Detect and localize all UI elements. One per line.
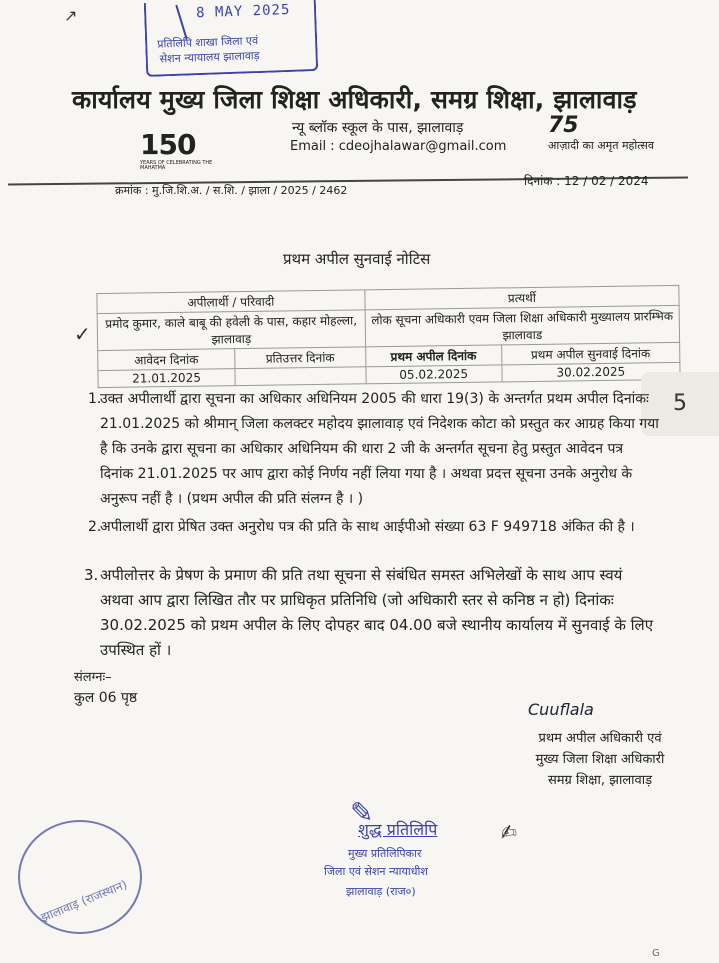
true-copy-line2: जिला एवं सेशन न्यायाधीश — [324, 865, 428, 878]
office-address: न्यू ब्लॉक स्कूल के पास, झालावाड़ — [292, 120, 464, 136]
hearing-date: 30.02.2025 — [502, 362, 681, 381]
page-count-badge[interactable]: 5 — [641, 372, 719, 436]
paragraph-3-text: अपीलोत्तर के प्रेषण के प्रमाण की प्रति तथा सूचना से संबंधित समस्त अभिलेखों के साथ आप स्वयं अथवा आप द्वारा लिखित तौर पर प्राधिकृत प्रतिनिधि (जो अधिकारी स्तर से कनिष्ठ न हो) दिनांकः 30.02.2025 को प्रथम अपील के लिए दोपहर बाद 04.00 बजे स्थानीय कार्यालय में सुनवाई के लिए उपस्थित हों । — [100, 566, 653, 659]
paragraph-1-number: 1. — [88, 391, 102, 407]
stamp-date: 8 MAY 2025 — [195, 1, 291, 22]
notice-title: प्रथम अपील सुनवाई नोटिस — [283, 250, 431, 268]
reply-date — [235, 367, 366, 386]
true-copy-line1: मुख्य प्रतिलिपिकार — [348, 847, 422, 860]
paragraph-3 — [84, 563, 660, 663]
reference-number: क्रमांक : मु.जि.शि.अ. / स.शि. / झाला / 2025 / 2462 — [115, 184, 348, 197]
court-seal-text: झालावाड़ (राजस्थान) — [38, 877, 130, 925]
signature-line1: प्रथम अपील अधिकारी एवं — [538, 731, 662, 746]
respondent-cell: लोक सूचना अधिकारी एवम जिला शिक्षा अधिकारी मुख्यालय प्रारम्भिक झालावाड — [365, 305, 680, 346]
logo-75: 75 — [548, 113, 579, 138]
true-copy-title: शुद्ध प्रतिलिपि — [358, 820, 438, 839]
received-stamp — [144, 0, 318, 77]
appeal-info-table — [96, 285, 680, 388]
true-copy-stamp — [318, 796, 488, 918]
checkmark-icon: ✓ — [74, 322, 91, 346]
application-date: 21.01.2025 — [98, 369, 235, 388]
header-application-date: आवेदन दिनांक — [98, 349, 235, 371]
stamp-line2: सेशन न्यायालय झालावाड़ — [159, 49, 260, 66]
enclosure-label: संलग्नः– — [74, 670, 112, 685]
pen-stroke — [175, 4, 191, 40]
office-title: कार्यालय मुख्य जिला शिक्षा अधिकारी, समग्र शिक्षा, झालावाड़ — [72, 85, 637, 114]
officer-signature: Cuuflala — [528, 700, 594, 719]
header-appeal-date: प्रथम अपील दिनांक — [365, 345, 501, 367]
paragraph-2-text: अपीलार्थी द्वारा प्रेषित उक्त अनुरोध पत्र की प्रति के साथ आईपीओ संख्या 63 F 949718 अंकित की है । — [100, 519, 635, 535]
paragraph-2-number: 2. — [88, 519, 102, 535]
logo-azadi-text: आज़ादी का अमृत महोत्सव — [548, 139, 654, 152]
header-reply-date: प्रतिउत्तर दिनांक — [235, 347, 366, 369]
office-email: Email : cdeojhalawar@gmail.com — [290, 139, 507, 154]
azadi-amrit-mahotsav-logo — [548, 113, 658, 157]
corner-mark: G — [652, 948, 660, 959]
gandhi-150-logo — [140, 128, 220, 174]
paragraph-1 — [88, 387, 660, 512]
pen-mark-icon: ↗ — [64, 6, 78, 25]
header-hearing-date: प्रथम अपील सुनवाई दिनांक — [501, 342, 680, 364]
enclosure-pages: कुल 06 पृष्ठ — [74, 690, 138, 706]
logo-150-sub: YEARS OF CELEBRATING THE MAHATMA — [140, 160, 213, 171]
signature-scrawl: ✎ — [350, 796, 374, 829]
stamp-line1: प्रतिलिपि शाखा जिला एवं — [156, 34, 259, 51]
signature-line2: मुख्य जिला शिक्षा अधिकारी — [535, 752, 665, 767]
paragraph-3-number: 3. — [84, 566, 99, 584]
logo-150-number: 150 — [140, 128, 196, 161]
paragraph-2 — [88, 515, 660, 540]
appellant-cell: प्रमोद कुमार, काले बाबू की हवेली के पास, कहार मोहल्ला, झालावाड़ — [97, 310, 365, 351]
signature-line3: समग्र शिक्षा, झालावाड़ — [547, 773, 653, 788]
court-seal — [18, 820, 142, 934]
handwritten-signature-right: ✍ — [498, 818, 519, 846]
signature-block — [505, 728, 695, 791]
paragraph-1-text: उक्त अपीलार्थी द्वारा सूचना का अधिकार अधिनियम 2005 की धारा 19(3) के अन्तर्गत प्रथम अपील दिनांकः 21.01.2025 को श्रीमान् जिला कलक्टर महोदय झालावाड़ एवं निदेशक कोटा को प्रस्तुत कर आग्रह किया गया है कि उनके द्वारा सूचना का अधिकार अधिनियम की धारा 2 जी के अन्तर्गत सूचना हेतु प्रस्तुत आवेदन पत्र दिनांक 21.01.2025 पर आप द्वारा कोई निर्णय नहीं लिया गया है । अथवा प्रदत्त सूचना उनके अनुरोध के अनुरूप नहीं है । (प्रथम अपील की प्रति संलग्न है । ) — [100, 391, 659, 507]
appeal-date: 05.02.2025 — [366, 365, 502, 384]
table-header-respondent: प्रत्यर्थी — [365, 285, 679, 309]
table-header-appellant: अपीलार्थी / परिवादी — [97, 290, 365, 314]
true-copy-line3: झालावाड़ (राज०) — [346, 885, 416, 898]
letter-date: दिनांक : 12 / 02 / 2024 — [524, 174, 649, 188]
